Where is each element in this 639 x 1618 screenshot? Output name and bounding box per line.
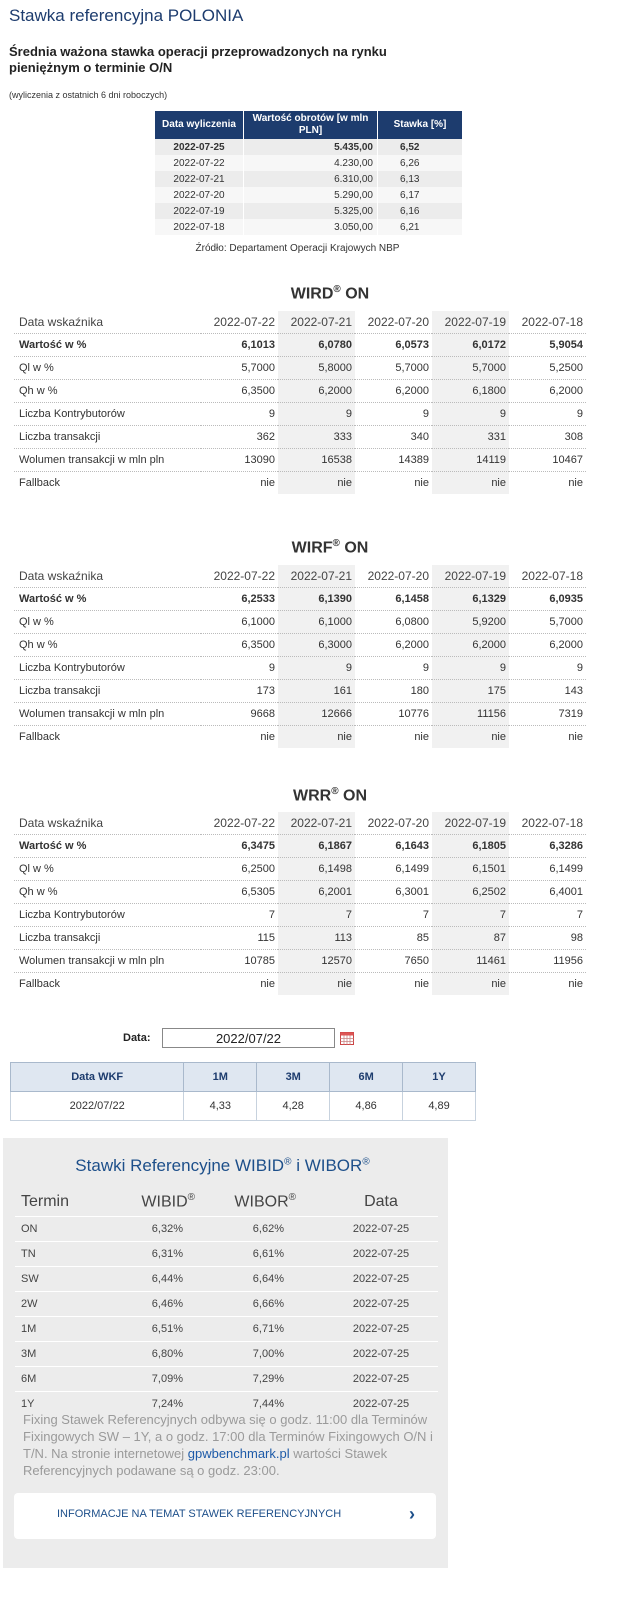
index-cell: 6,2533 (201, 588, 278, 611)
wibor-row (15, 1367, 438, 1392)
index-cell: 115 (201, 927, 278, 950)
wibor-cell-wibor: 7,00% (223, 1342, 324, 1367)
wkf-date-label: Data: (123, 1032, 151, 1044)
wibor-cell-termin: 1Y (15, 1392, 122, 1417)
index-cell: nie (278, 472, 355, 495)
index-cell: 6,0172 (432, 334, 509, 357)
index-cell: 6,0573 (355, 334, 432, 357)
polonia-cell-rate: 6,26 (378, 155, 463, 171)
index-cell: 7650 (355, 950, 432, 973)
index-cell: 6,1498 (278, 858, 355, 881)
index-cell: 180 (355, 680, 432, 703)
polonia-subtitle: Średnia ważona stawka operacji przeprowadzonych na rynku pieniężnym o terminie O/N (9, 44, 387, 75)
wibor-row (15, 1217, 438, 1242)
polonia-source: Źródło: Departament Operacji Krajowych NBP (195, 243, 400, 254)
polonia-cell-rate: 6,17 (378, 187, 463, 203)
wibor-cell-wibor: 6,66% (223, 1292, 324, 1317)
wirf-title-name: WIRF (291, 539, 333, 557)
index-cell: 161 (278, 680, 355, 703)
index-cell: 7 (278, 904, 355, 927)
index-row-label: Liczba transakcji (14, 927, 201, 950)
wkf-header: 1Y (403, 1063, 476, 1092)
wibor-title-reg1: ® (284, 1156, 292, 1168)
index-cell: 6,1805 (432, 835, 509, 858)
wibor-cell-termin: 3M (15, 1342, 122, 1367)
index-cell: 6,1867 (278, 835, 355, 858)
polonia-row (155, 139, 463, 155)
wirf-title-reg: ® (332, 538, 340, 549)
wibor-cell-wibid: 6,51% (122, 1317, 223, 1342)
polonia-header-rate: Stawka [%] (378, 111, 463, 139)
wkf-cell: 2022/07/22 (11, 1092, 184, 1121)
wibor-cell-data: 2022-07-25 (324, 1267, 438, 1292)
index-cell: nie (260, 477, 275, 489)
polonia-cell-date: 2022-07-18 (155, 219, 244, 235)
index-cell: nie (414, 731, 429, 743)
index-cell: 9 (355, 403, 432, 426)
index-cell: 11156 (432, 703, 509, 726)
wibor-cell-data: 2022-07-25 (324, 1317, 438, 1342)
index-row-label: Liczba transakcji (14, 426, 201, 449)
index-cell: 2022-07-18 (509, 812, 586, 835)
wkf-cell: 4,86 (330, 1092, 403, 1121)
wirf-title (0, 538, 639, 557)
index-cell: nie (432, 726, 509, 749)
wird-table (14, 311, 586, 494)
wrr-title (0, 786, 639, 805)
wibor-cell-data: 2022-07-25 (324, 1392, 438, 1417)
polonia-cell-rate: 6,52 (378, 139, 463, 155)
index-cell: 14389 (355, 449, 432, 472)
wibor-title-reg2: ® (362, 1156, 370, 1168)
index-cell: 6,2000 (509, 380, 586, 403)
index-cell: 6,1501 (432, 858, 509, 881)
polonia-header-date: Data wyliczenia (155, 111, 244, 139)
index-cell: nie (260, 978, 275, 990)
index-cell: nie (432, 472, 509, 495)
polonia-cell-volume: 6.310,00 (244, 171, 378, 187)
index-cell: 9 (355, 657, 432, 680)
polonia-row (155, 171, 463, 187)
index-row-label: Data wskaźnika (14, 565, 201, 588)
wibor-cell-wibid: 6,46% (122, 1292, 223, 1317)
polonia-cell-volume: 5.325,00 (244, 203, 378, 219)
index-cell: 7319 (509, 703, 586, 726)
index-cell: 6,0780 (278, 334, 355, 357)
index-cell: 6,5305 (201, 881, 278, 904)
index-cell: 9 (509, 657, 586, 680)
index-cell: 6,2502 (432, 881, 509, 904)
wkf-cell: 4,89 (403, 1092, 476, 1121)
wibor-title-part1: Stawki Referencyjne WIBID (75, 1156, 285, 1175)
index-cell: 85 (355, 927, 432, 950)
index-cell: 6,2000 (355, 634, 432, 657)
polonia-cell-volume: 5.435,00 (244, 139, 378, 155)
index-cell: 6,2000 (432, 634, 509, 657)
wirf-table (14, 565, 586, 748)
index-row-label: Liczba transakcji (14, 680, 201, 703)
wibor-row (15, 1317, 438, 1342)
index-cell: 6,1329 (432, 588, 509, 611)
wibor-cell-wibor: 6,64% (223, 1267, 324, 1292)
chevron-right-icon[interactable]: › (409, 1504, 415, 1524)
index-cell: 2022-07-21 (278, 311, 355, 334)
polonia-cell-rate: 6,13 (378, 171, 463, 187)
index-row-label: Qh w % (14, 881, 201, 904)
index-row (14, 904, 586, 927)
index-cell: 6,3286 (509, 835, 586, 858)
index-cell: 11461 (432, 950, 509, 973)
index-row-label: Ql w % (14, 611, 201, 634)
index-row (14, 657, 586, 680)
index-cell: 362 (201, 426, 278, 449)
wibor-cell-wibor: 7,29% (223, 1367, 324, 1392)
index-row-label: Data wskaźnika (14, 311, 201, 334)
wibor-row (15, 1292, 438, 1317)
wibor-cell-termin: 2W (15, 1292, 122, 1317)
polonia-cell-volume: 5.290,00 (244, 187, 378, 203)
index-row (14, 380, 586, 403)
index-cell: 2022-07-20 (355, 565, 432, 588)
index-cell: 7 (509, 904, 586, 927)
polonia-row (155, 187, 463, 203)
wkf-header: Data WKF (11, 1063, 184, 1092)
index-row-label: Fallback (19, 477, 60, 489)
gpwbenchmark-link[interactable]: gpwbenchmark.pl (187, 1446, 290, 1461)
wkf-cell: 4,28 (257, 1092, 330, 1121)
index-row (14, 680, 586, 703)
index-cell: 9 (509, 403, 586, 426)
wibor-cell-wibid: 6,32% (122, 1217, 223, 1242)
wibor-title-part2: i WIBOR (291, 1156, 363, 1175)
wibor-header-data: Data (364, 1193, 398, 1210)
wrr-table (14, 812, 586, 995)
index-row (14, 311, 586, 334)
index-row-label: Data wskaźnika (14, 812, 201, 835)
index-cell: 98 (509, 927, 586, 950)
index-cell: 2022-07-19 (432, 565, 509, 588)
wibor-cell-wibid: 6,44% (122, 1267, 223, 1292)
wibor-cell-data: 2022-07-25 (324, 1217, 438, 1242)
index-cell: 6,1643 (355, 835, 432, 858)
index-cell: 9 (201, 403, 278, 426)
index-cell: 173 (201, 680, 278, 703)
wirf-title-suffix: ON (344, 539, 369, 557)
wkf-header: 6M (330, 1063, 403, 1092)
index-cell: 9 (278, 403, 355, 426)
polonia-cell-rate: 6,16 (378, 203, 463, 219)
polonia-table (155, 111, 463, 235)
wibor-cell-termin: ON (15, 1217, 122, 1242)
wkf-header: 3M (257, 1063, 330, 1092)
index-cell: 2022-07-19 (432, 812, 509, 835)
index-cell: nie (414, 477, 429, 489)
wrr-title-reg: ® (331, 786, 339, 797)
index-cell: 9 (432, 657, 509, 680)
index-cell: 7 (355, 904, 432, 927)
index-row (14, 565, 586, 588)
wibor-header-termin: Termin (21, 1193, 70, 1210)
wibor-cell-wibor: 7,44% (223, 1392, 324, 1417)
wibor-cell-wibid: 6,80% (122, 1342, 223, 1367)
index-cell: 5,7000 (432, 357, 509, 380)
index-cell: 6,3475 (201, 835, 278, 858)
index-row-label: Liczba Kontrybutorów (14, 403, 201, 426)
wrr-title-name: WRR (292, 787, 332, 805)
index-cell: 2022-07-22 (201, 565, 278, 588)
wibor-cell-wibor: 6,61% (223, 1242, 324, 1267)
polonia-cell-date: 2022-07-19 (155, 203, 244, 219)
wibor-cell-wibid: 7,24% (122, 1392, 223, 1417)
index-cell: 5,7000 (355, 357, 432, 380)
index-cell: 9 (432, 403, 509, 426)
polonia-title: Stawka referencyjna POLONIA (9, 6, 244, 25)
index-cell: 308 (509, 426, 586, 449)
polonia-row (155, 203, 463, 219)
index-row (14, 973, 586, 996)
index-cell: 2022-07-20 (355, 311, 432, 334)
index-cell: 6,2001 (278, 881, 355, 904)
polonia-header-volume: Wartość obrotów [w mln PLN] (244, 111, 378, 139)
wibor-cell-data: 2022-07-25 (324, 1242, 438, 1267)
wrr-title-suffix: ON (343, 787, 368, 805)
index-cell: 14119 (432, 449, 509, 472)
index-cell: 175 (432, 680, 509, 703)
index-row (14, 334, 586, 357)
index-cell: 6,3000 (278, 634, 355, 657)
wird-title-reg: ® (333, 284, 341, 295)
index-cell: 6,3500 (201, 634, 278, 657)
index-cell: 7 (432, 904, 509, 927)
wibor-cell-wibor: 6,71% (223, 1317, 324, 1342)
index-cell: 16538 (278, 449, 355, 472)
index-row (14, 950, 586, 973)
index-cell: 12666 (278, 703, 355, 726)
wibor-header-wibid-reg: ® (187, 1192, 195, 1204)
index-cell: 331 (432, 426, 509, 449)
index-row-label: Fallback (19, 731, 60, 743)
wibor-cell-termin: 6M (15, 1367, 122, 1392)
index-cell: 6,2000 (278, 380, 355, 403)
index-cell: 2022-07-21 (278, 812, 355, 835)
index-cell: nie (278, 973, 355, 996)
index-row-label: Ql w % (14, 357, 201, 380)
index-cell: 5,9200 (432, 611, 509, 634)
wibor-cell-wibid: 6,31% (122, 1242, 223, 1267)
wibor-row (15, 1242, 438, 1267)
index-row-label: Ql w % (14, 858, 201, 881)
index-cell: 9 (201, 657, 278, 680)
wibor-cell-data: 2022-07-25 (324, 1292, 438, 1317)
wibor-table (15, 1188, 438, 1416)
index-cell: 12570 (278, 950, 355, 973)
index-cell: 333 (278, 426, 355, 449)
index-cell: 6,0935 (509, 588, 586, 611)
wird-title (0, 284, 639, 303)
index-cell: 6,1000 (278, 611, 355, 634)
polonia-note: (wyliczenia z ostatnich 6 dni roboczych) (9, 90, 168, 100)
wkf-header: 1M (184, 1063, 257, 1092)
index-cell: 6,3001 (355, 881, 432, 904)
wkf-table (10, 1062, 476, 1121)
info-stawki-label[interactable]: INFORMACJE NA TEMAT STAWEK REFERENCYJNYCH (57, 1508, 342, 1520)
index-cell: nie (568, 731, 583, 743)
index-cell: 2022-07-22 (201, 311, 278, 334)
index-row-label: Wolumen transakcji w mln pln (14, 950, 201, 973)
index-cell: 10776 (355, 703, 432, 726)
index-cell: 2022-07-19 (432, 311, 509, 334)
index-cell: 6,1800 (432, 380, 509, 403)
index-cell: 2022-07-18 (509, 565, 586, 588)
index-cell: nie (568, 477, 583, 489)
wibor-cell-termin: SW (15, 1267, 122, 1292)
index-row-label: Wartość w % (14, 835, 201, 858)
index-cell: 5,7000 (509, 611, 586, 634)
index-row-label: Qh w % (14, 634, 201, 657)
index-cell: 10467 (509, 449, 586, 472)
index-cell: 2022-07-20 (355, 812, 432, 835)
wibor-panel-title (0, 1156, 445, 1176)
index-row (14, 835, 586, 858)
index-row-label: Wartość w % (14, 334, 201, 357)
wibor-header-wibor (223, 1188, 324, 1217)
index-row (14, 634, 586, 657)
wird-title-suffix: ON (345, 285, 370, 303)
index-row (14, 703, 586, 726)
index-cell: 6,1000 (201, 611, 278, 634)
index-row (14, 726, 586, 749)
index-row (14, 927, 586, 950)
index-cell: nie (432, 973, 509, 996)
index-cell: 2022-07-21 (278, 565, 355, 588)
wibor-cell-termin: TN (15, 1242, 122, 1267)
wkf-cell: 4,33 (184, 1092, 257, 1121)
wibor-header-wibor-text: WIBOR (234, 1193, 289, 1211)
index-row (14, 881, 586, 904)
polonia-row (155, 155, 463, 171)
polonia-cell-volume: 3.050,00 (244, 219, 378, 235)
wibor-note-text: Fixing Stawek Referencyjnych odbywa się o godz. 11:00 dla Terminów Fixingowych SW – 1Y, a o godz. 17:00 dla Terminów Fixingowych O/N i T/N. Na stronie internetowej (23, 1412, 433, 1461)
wibor-header-wibor-reg: ® (288, 1192, 296, 1204)
polonia-cell-date: 2022-07-20 (155, 187, 244, 203)
index-row-label: Wolumen transakcji w mln pln (14, 449, 201, 472)
wibor-row (15, 1342, 438, 1367)
wkf-date-input[interactable] (162, 1028, 335, 1048)
index-row-label: Wolumen transakcji w mln pln (14, 703, 201, 726)
wibor-row (15, 1267, 438, 1292)
index-cell: 2022-07-22 (201, 812, 278, 835)
index-cell: 340 (355, 426, 432, 449)
index-cell: nie (278, 726, 355, 749)
wibor-cell-wibor: 6,62% (223, 1217, 324, 1242)
index-cell: 87 (432, 927, 509, 950)
index-cell: 11956 (509, 950, 586, 973)
polonia-cell-volume: 4.230,00 (244, 155, 378, 171)
index-cell: 5,9054 (509, 334, 586, 357)
wibor-cell-termin: 1M (15, 1317, 122, 1342)
index-cell: 6,1013 (201, 334, 278, 357)
wibor-note (23, 1411, 443, 1479)
index-cell: 2022-07-18 (509, 311, 586, 334)
wibor-note-text-end: wartości Stawek Referencyjnych podawane są o godz. 23:00. (23, 1446, 388, 1478)
wird-title-name: WIRD (290, 285, 334, 303)
wibor-cell-data: 2022-07-25 (324, 1367, 438, 1392)
index-cell: 6,2000 (355, 380, 432, 403)
index-cell: 6,3500 (201, 380, 278, 403)
index-cell: 6,0800 (355, 611, 432, 634)
index-cell: 13090 (201, 449, 278, 472)
index-row-label: Fallback (19, 978, 60, 990)
index-cell: 7 (201, 904, 278, 927)
polonia-cell-date: 2022-07-25 (155, 139, 244, 155)
index-row-label: Qh w % (14, 380, 201, 403)
wibor-header-wibid (122, 1188, 223, 1217)
index-cell: 5,7000 (201, 357, 278, 380)
index-row-label: Wartość w % (14, 588, 201, 611)
index-cell: 6,1458 (355, 588, 432, 611)
index-row (14, 472, 586, 495)
index-cell: 6,4001 (509, 881, 586, 904)
index-cell: 6,2500 (201, 858, 278, 881)
index-row (14, 858, 586, 881)
wibor-cell-data: 2022-07-25 (324, 1342, 438, 1367)
index-cell: nie (260, 731, 275, 743)
index-cell: 9668 (201, 703, 278, 726)
index-row (14, 357, 586, 380)
index-row (14, 426, 586, 449)
index-row (14, 403, 586, 426)
polonia-cell-date: 2022-07-21 (155, 171, 244, 187)
polonia-row (155, 219, 463, 235)
polonia-cell-rate: 6,21 (378, 219, 463, 235)
wibor-header-wibid-text: WIBID (141, 1193, 188, 1211)
index-cell: 5,8000 (278, 357, 355, 380)
index-cell: 113 (278, 927, 355, 950)
index-cell: 5,2500 (509, 357, 586, 380)
index-cell: 6,2000 (509, 634, 586, 657)
wibor-cell-wibid: 7,09% (122, 1367, 223, 1392)
index-cell: nie (568, 978, 583, 990)
index-cell: 10785 (201, 950, 278, 973)
index-row-label: Liczba Kontrybutorów (14, 904, 201, 927)
index-row (14, 812, 586, 835)
index-cell: 9 (278, 657, 355, 680)
index-row (14, 611, 586, 634)
polonia-cell-date: 2022-07-22 (155, 155, 244, 171)
index-cell: 143 (509, 680, 586, 703)
index-row (14, 449, 586, 472)
index-row (14, 588, 586, 611)
index-cell: 6,1499 (355, 858, 432, 881)
index-cell: nie (414, 978, 429, 990)
index-row-label: Liczba Kontrybutorów (14, 657, 201, 680)
index-cell: 6,1390 (278, 588, 355, 611)
calendar-icon[interactable] (340, 1031, 354, 1045)
index-cell: 6,1499 (509, 858, 586, 881)
